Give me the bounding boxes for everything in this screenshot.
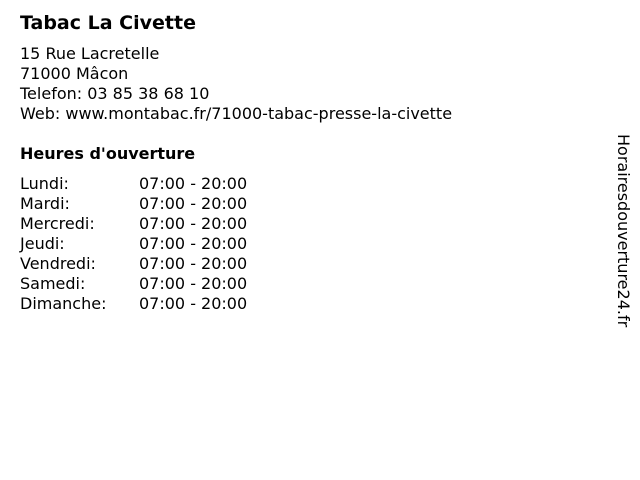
phone-number: Telefon: 03 85 38 68 10: [20, 84, 210, 103]
time-range: 07:00 - 20:00: [139, 294, 248, 313]
time-range: 07:00 - 20:00: [139, 194, 248, 213]
day-label: Mercredi:: [20, 214, 95, 233]
site-watermark: [612, 134, 634, 346]
hours-row-friday: [20, 254, 280, 274]
opening-hours-table: [20, 174, 280, 314]
time-range: 07:00 - 20:00: [139, 174, 248, 193]
day-label: Mardi:: [20, 194, 70, 213]
city-postal-code: 71000 Mâcon: [20, 64, 129, 83]
day-label: Samedi:: [20, 274, 86, 293]
time-range: 07:00 - 20:00: [139, 274, 248, 293]
business-name: Tabac La Civette: [20, 12, 196, 34]
business-address-block: [20, 44, 452, 124]
street-address: 15 Rue Lacretelle: [20, 44, 160, 63]
site-watermark-text: Horairesdouverture24.fr: [614, 134, 633, 328]
day-label: Jeudi:: [20, 234, 65, 253]
day-label: Lundi:: [20, 174, 69, 193]
hours-row-saturday: [20, 274, 280, 294]
hours-row-wednesday: [20, 214, 280, 234]
hours-row-tuesday: [20, 194, 280, 214]
hours-row-monday: [20, 174, 280, 194]
time-range: 07:00 - 20:00: [139, 234, 248, 253]
day-label: Vendredi:: [20, 254, 96, 273]
time-range: 07:00 - 20:00: [139, 254, 248, 273]
day-label: Dimanche:: [20, 294, 107, 313]
opening-hours-heading: Heures d'ouverture: [20, 144, 196, 163]
hours-row-sunday: [20, 294, 280, 314]
hours-row-thursday: [20, 234, 280, 254]
time-range: 07:00 - 20:00: [139, 214, 248, 233]
website-link[interactable]: Web: www.montabac.fr/71000-tabac-presse-la-civette: [20, 104, 453, 123]
